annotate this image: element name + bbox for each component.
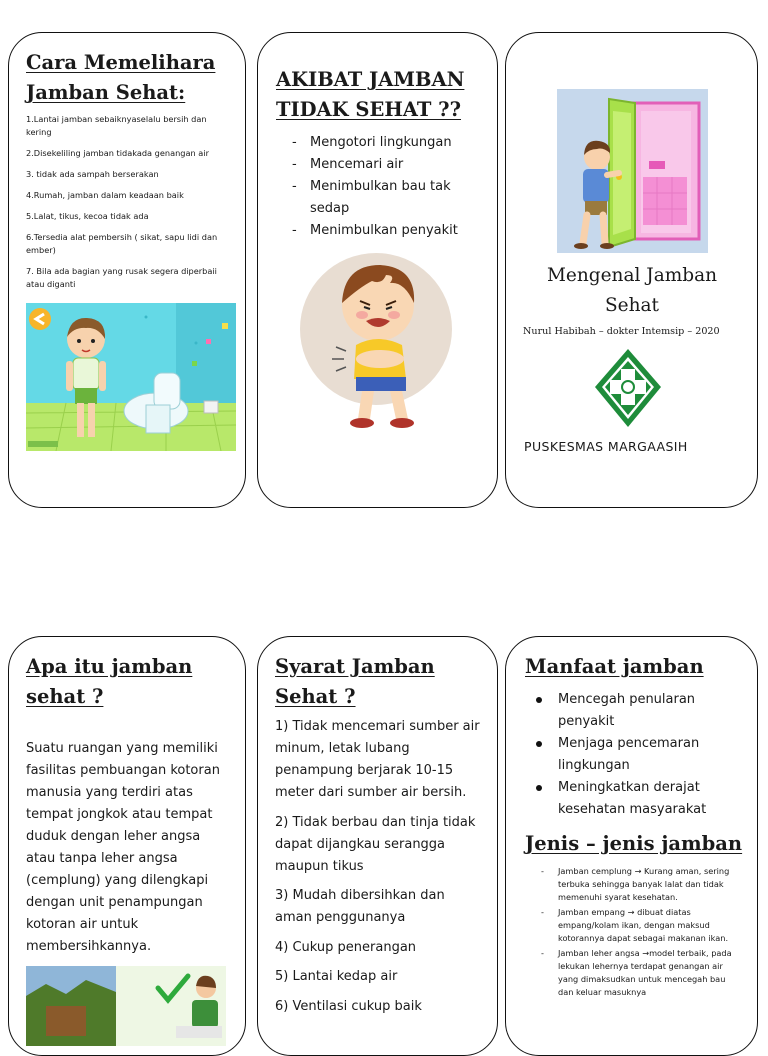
organization-name: PUSKESMAS MARGAASIH	[524, 439, 688, 454]
list-item: 6.Tersedia alat pembersih ( sikat, sapu lidi dan ember)	[26, 232, 218, 255]
list-item: 2.Disekeliling jamban tidakada genangan air	[26, 148, 209, 158]
list-item: - Jamban cemplung → Kurang aman, sering terbuka sehingga banyak lalat dan tidak memenuhi syarat kesehatan.	[528, 865, 738, 904]
outdoor-toilet-illustration	[26, 966, 226, 1046]
document-title: Mengenal Jamban Sehat	[546, 265, 718, 316]
list-item: 1) Tidak mencemari sumber air minum, letak lubang penampung berjarak 10-15 meter dari sumber air bersih.	[275, 719, 480, 800]
requirements-list	[275, 716, 485, 1025]
sick-boy-illustration	[298, 251, 458, 431]
boy-bathroom-door-illustration	[557, 89, 708, 253]
list-item: 3) Mudah dibersihkan dan aman penggunanya	[275, 888, 445, 925]
consequence-list	[278, 132, 483, 242]
section-title-jenis: Jenis – jenis jamban	[525, 832, 743, 855]
panel-title: Manfaat jamban	[525, 655, 704, 678]
panel-akibat-jamban	[257, 32, 498, 508]
list-item: - Jamban empang → dibuat diatas empang/kolam ikan, dengan maksud kotorannya dapat sebagai makanan ikan.	[528, 906, 738, 945]
panel-cara-memelihara	[8, 32, 246, 508]
list-item: 5) Lantai kedap air	[275, 969, 398, 984]
list-item: 7. Bila ada bagian yang rusak segera diperbaii atau diganti	[26, 266, 217, 289]
list-item: Menjaga pencemaran lingkungan	[530, 733, 740, 777]
maintenance-list	[26, 113, 232, 299]
list-item: - Mencemari air	[278, 154, 483, 176]
list-item: 5.Lalat, tikus, kecoa tidak ada	[26, 211, 149, 221]
boy-toilet-illustration	[26, 303, 236, 451]
definition-paragraph: Suatu ruangan yang memiliki fasilitas pembuangan kotoran manusia yang terdiri atas tempat jongkok atau tempat duduk dengan leher angsa atau tanpa leher angsa (cemplung) yang dilengkapi dengan unit penampungan kotoran air untuk membersihkannya.	[26, 741, 220, 954]
panel-title: Cara Memelihara Jamban Sehat:	[26, 51, 216, 104]
types-list	[528, 865, 738, 1001]
benefits-list	[530, 689, 740, 821]
panel-manfaat-jenis	[505, 636, 758, 1056]
panel-title: Syarat Jamban Sehat ?	[275, 655, 435, 708]
list-item: 3. tidak ada sampah berserakan	[26, 169, 159, 179]
panel-syarat-jamban	[257, 636, 498, 1056]
list-item: Mencegah penularan penyakit	[530, 689, 740, 733]
list-item: 4.Rumah, jamban dalam keadaan baik	[26, 190, 184, 200]
panel-cover	[505, 32, 758, 508]
list-item: 2) Tidak berbau dan tinja tidak dapat dijangkau serangga maupun tikus	[275, 814, 476, 874]
author-line: Nurul Habibah – dokter Intemsip – 2020	[523, 326, 720, 337]
list-item: - Menimbulkan bau tak sedap	[278, 176, 483, 220]
list-item: - Mengotori lingkungan	[278, 132, 483, 154]
list-item: - Menimbulkan penyakit	[278, 220, 483, 242]
list-item: 4) Cukup penerangan	[275, 939, 417, 955]
list-item: 6) Ventilasi cukup baik	[275, 998, 422, 1014]
list-item: - Jamban leher angsa →model terbaik, pada lekukan lehernya terdapat genangan air yang dimaksudkan untuk mencegah bau dan keluar masuknya	[528, 947, 738, 999]
list-item: Meningkatkan derajat kesehatan masyarakat	[530, 777, 740, 821]
panel-apa-itu-jamban	[8, 636, 246, 1056]
panel-title: AKIBAT JAMBAN TIDAK SEHAT ??	[276, 68, 465, 121]
panel-title: Apa itu jamban sehat ?	[26, 655, 193, 708]
puskesmas-logo	[593, 347, 663, 429]
list-item: 1.Lantai jamban sebaiknyaselalu bersih dan kering	[26, 114, 207, 137]
